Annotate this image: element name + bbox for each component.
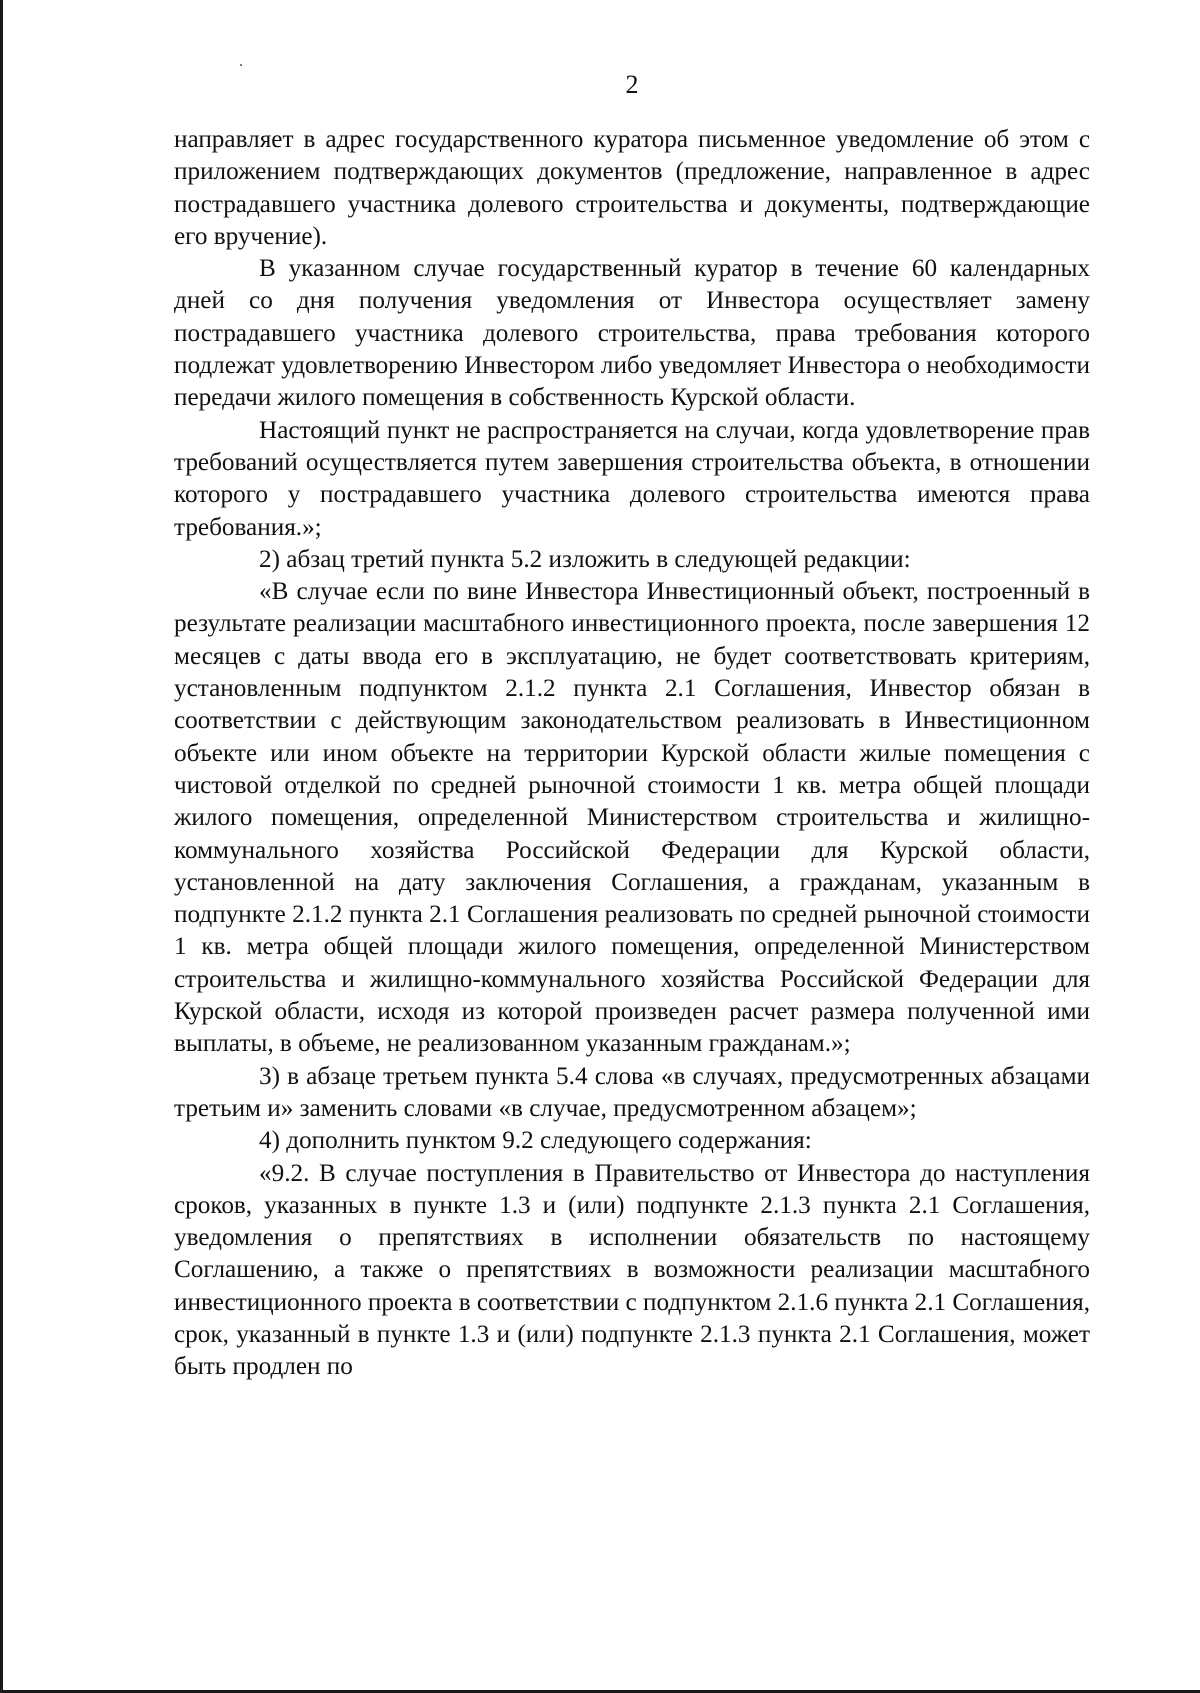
- paragraph: 3) в абзаце третьем пункта 5.4 слова «в случаях, предусмотренных абзацами третьим и» заменить словами «в случае, предусмотренном абзацем»;: [174, 1062, 1090, 1122]
- paragraph: 4) дополнить пунктом 9.2 следующего содержания:: [259, 1127, 812, 1155]
- document-body: [174, 124, 1090, 1384]
- scan-edge-left: [0, 0, 3, 1693]
- paragraph: направляет в адрес государственного куратора письменное уведомление об этом с приложением подтверждающих документов (предложение, направленное в адрес пострадавшего участника долевого строительства и документы, подтверждающие его вручение).: [174, 126, 1090, 250]
- page-number: 2: [625, 70, 639, 99]
- paragraph: Настоящий пункт не распространяется на случаи, когда удовлетворение прав требований осуществляется путем завершения строительства объекта, в отношении которого у пострадавшего участника долевого строительства имеются права требования.»;: [174, 416, 1090, 541]
- paragraph: 2) абзац третий пункта 5.2 изложить в следующей редакции:: [259, 545, 911, 573]
- paragraph: «В случае если по вине Инвестора Инвестиционный объект, построенный в результате реализации масштабного инвестиционного проекта, после завершения 12 месяцев с даты ввода его в эксплуатацию, не будет соответствовать критериям, установленным подпунктом 2.1.2 пункта 2.1 Соглашения, Инвестор обязан в соответствии с действующим законодательством реализовать в Инвестиционном объекте или ином объекте на территории Курской области жилые помещения с чистовой отделкой по средней рыночной стоимости 1 кв. метра общей площади жилого помещения, определенной Министерством строительства и жилищно-коммунального хозяйства Российской Федерации для Курской области, установленной на дату заключения Соглашения, а гражданам, указанным в подпункте 2.1.2 пункта 2.1 Соглашения реализовать по средней рыночной стоимости 1 кв. метра общей площади жилого помещения, определенной Министерством строительства и жилищно-коммунального хозяйства Российской Федерации для Курской области, исходя из которой произведен расчет размера полученной ими выплаты, в объеме, не реализованном указанным гражданам.»;: [174, 578, 1090, 1058]
- scan-speck: [240, 64, 242, 66]
- paragraph: «9.2. В случае поступления в Правительство от Инвестора до наступления сроков, указанных в пункте 1.3 и (или) подпункте 2.1.3 пункта 2.1 Соглашения, уведомления о препятствиях в исполнении обязательств по настоящему Соглашению, а также о препятствиях в возможности реализации масштабного инвестиционного проекта в соответствии с подпунктом 2.1.6 пункта 2.1 Соглашения, срок, указанный в пункте 1.3 и (или) подпункте 2.1.3 пункта 2.1 Соглашения, может быть продлен по: [174, 1159, 1090, 1381]
- paragraph: В указанном случае государственный куратор в течение 60 календарных дней со дня получения уведомления от Инвестора осуществляет замену пострадавшего участника долевого строительства, права требования которого подлежат удовлетворению Инвестором либо уведомляет Инвестора о необходимости передачи жилого помещения в собственность Курской области.: [174, 255, 1090, 412]
